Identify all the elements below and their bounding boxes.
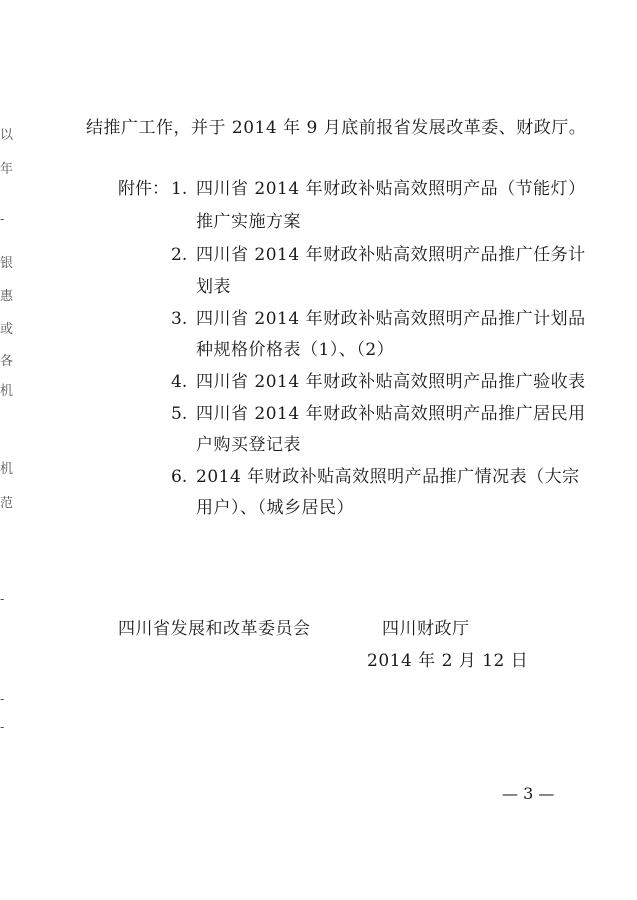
signatory-right: 四川财政厅 (382, 619, 470, 639)
margin-fragment: 各 (0, 354, 14, 369)
attachment-number: 5. (171, 404, 188, 424)
margin-fragment: 机 (0, 462, 14, 477)
attachment-line: 种规格价格表（1）、（2） (196, 340, 395, 360)
signatory-left: 四川省发展和改革委员会 (118, 619, 311, 639)
attachment-line: 四川省 2014 年财政补贴高效照明产品推广任务计 (196, 245, 586, 265)
body-text-line: 结推广工作，并于 2014 年 9 月底前报省发展改革委、财政厅。 (86, 118, 587, 138)
attachment-line: 推广实施方案 (196, 212, 301, 232)
attachment-number: 2. (171, 245, 188, 265)
margin-fragment: - (0, 212, 5, 227)
attachment-number: 6. (171, 467, 188, 487)
attachment-line: 四川省 2014 年财政补贴高效照明产品推广验收表 (196, 372, 586, 392)
margin-fragment: 或 (0, 322, 14, 337)
margin-fragment: 惠 (0, 289, 14, 304)
attachment-line: 四川省 2014 年财政补贴高效照明产品推广居民用 (196, 404, 586, 424)
margin-fragment: 以 (0, 128, 14, 143)
attachment-number: 3. (171, 309, 188, 329)
attachment-number: 4. (171, 372, 188, 392)
attachment-line: 四川省 2014 年财政补贴高效照明产品（节能灯） (196, 179, 586, 199)
margin-fragment: 范 (0, 496, 14, 511)
attachment-line: 划表 (196, 277, 231, 297)
margin-fragment: - (0, 592, 5, 607)
margin-fragment: 银 (0, 256, 14, 271)
signature-date: 2014 年 2 月 12 日 (367, 651, 529, 671)
attachment-line: 2014 年财政补贴高效照明产品推广情况表（大宗 (196, 467, 580, 487)
margin-fragment: 年 (0, 162, 14, 177)
margin-fragment: - (0, 692, 5, 707)
attachments-label: 附件： (118, 179, 169, 199)
attachment-number: 1. (171, 179, 188, 199)
attachment-line: 用户）、（城乡居民） (196, 498, 354, 518)
page-number: — 3 — (502, 784, 555, 803)
margin-fragment: 机 (0, 384, 14, 399)
attachment-line: 户购买登记表 (196, 435, 301, 455)
margin-fragment: - (0, 720, 5, 735)
attachment-line: 四川省 2014 年财政补贴高效照明产品推广计划品 (196, 309, 586, 329)
